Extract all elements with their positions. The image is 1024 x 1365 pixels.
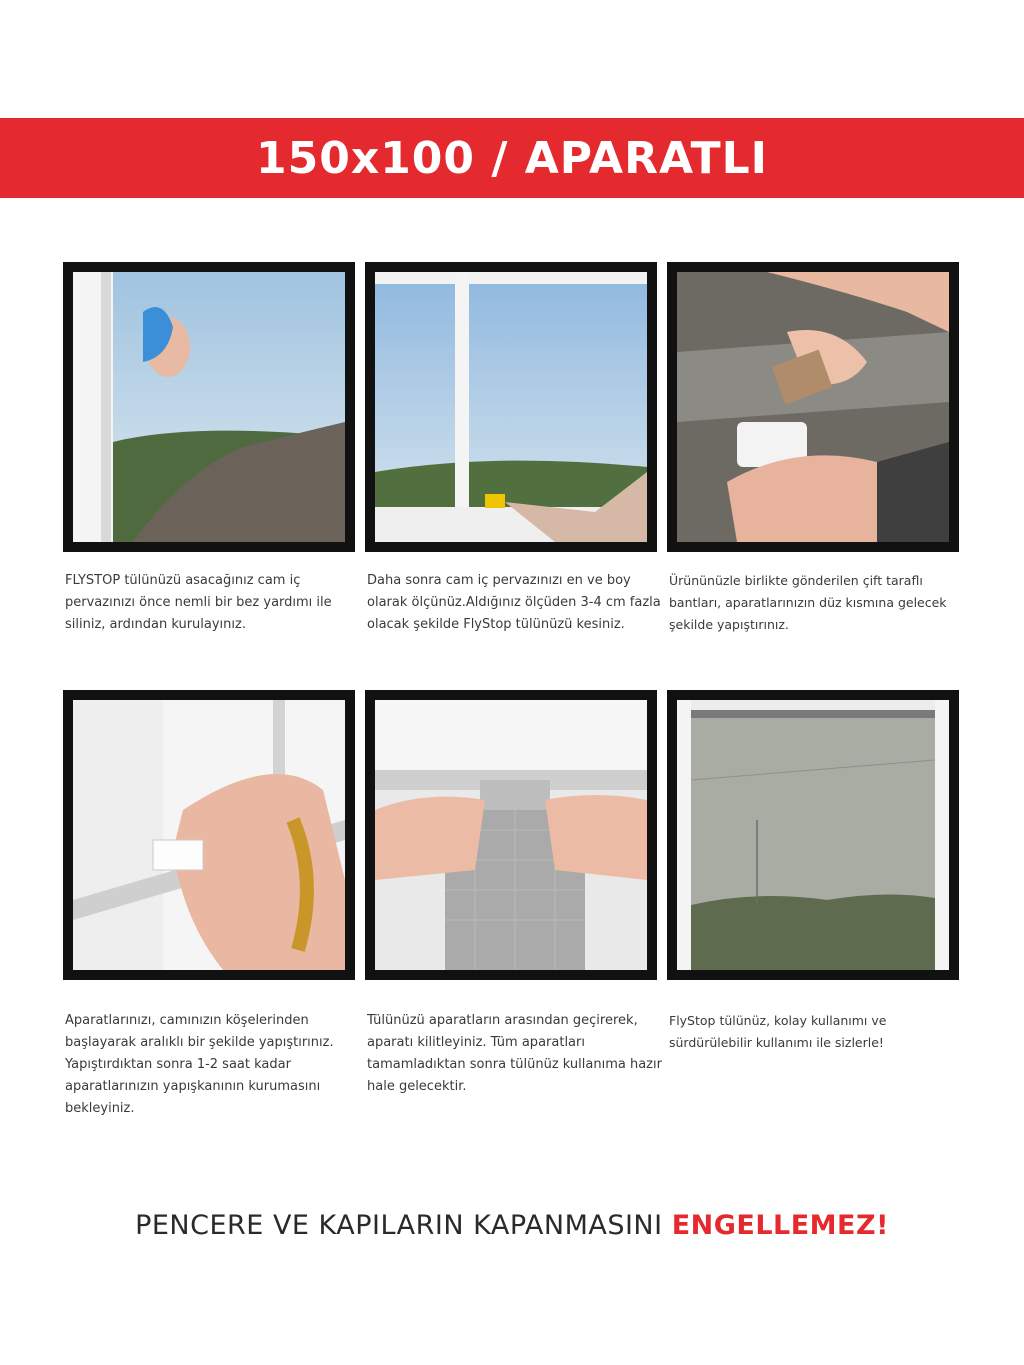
installed-screen-image bbox=[677, 700, 949, 970]
step-1-caption: FLYSTOP tülünüzü asacağınız cam iç pervazınızı önce nemli bir bez yardımı ile siliniz, ardından kurulayınız. bbox=[65, 573, 332, 632]
title-banner bbox=[0, 118, 1024, 198]
step-4-caption: Aparatlarınızı, camınızın köşelerinden başlayarak aralıklı bir şekilde yapıştırınız. Yapıştırdıktan sonra 1-2 saat kadar aparatlarınızın yapışkanının kurumasını bekleyiniz. bbox=[65, 1013, 334, 1116]
step-6-photo bbox=[667, 690, 959, 980]
footer-accent: ENGELLEMEZ! bbox=[671, 1210, 889, 1241]
step-2-photo bbox=[365, 262, 657, 552]
step-6-caption: FlyStop tülünüz, kolay kullanımı ve sürdürülebilir kullanımı ile sizlerle! bbox=[669, 1013, 887, 1050]
step-3-caption: Ürününüzle birlikte gönderilen çift taraflı bantları, aparatlarınızın düz kısmına gelecek şekilde yapıştırınız. bbox=[669, 573, 947, 632]
cleaning-window-image bbox=[73, 272, 345, 542]
step-5-photo bbox=[365, 690, 657, 980]
measuring-window-image bbox=[375, 272, 647, 542]
banner-title: 150x100 / APARATLI bbox=[255, 132, 769, 184]
footer-slogan bbox=[0, 1210, 1024, 1241]
step-5-caption: Tülünüzü aparatların arasından geçirerek, aparatı kilitleyiniz. Tüm aparatları tamamladıktan sonra tülünüz kullanıma hazır hale gelecektir. bbox=[367, 1013, 662, 1094]
step-1-photo bbox=[63, 262, 355, 552]
step-2-caption: Daha sonra cam iç pervazınızı en ve boy olarak ölçünüz.Aldığınız ölçüden 3-4 cm fazla olacak şekilde FlyStop tülünüzü kesiniz. bbox=[367, 573, 661, 632]
step-4-photo bbox=[63, 690, 355, 980]
locking-clip-image bbox=[375, 700, 647, 970]
footer-text: PENCERE VE KAPILARIN KAPANMASINI bbox=[135, 1210, 672, 1241]
step-3-photo bbox=[667, 262, 959, 552]
attaching-clip-image bbox=[73, 700, 345, 970]
applying-tape-image bbox=[677, 272, 949, 542]
